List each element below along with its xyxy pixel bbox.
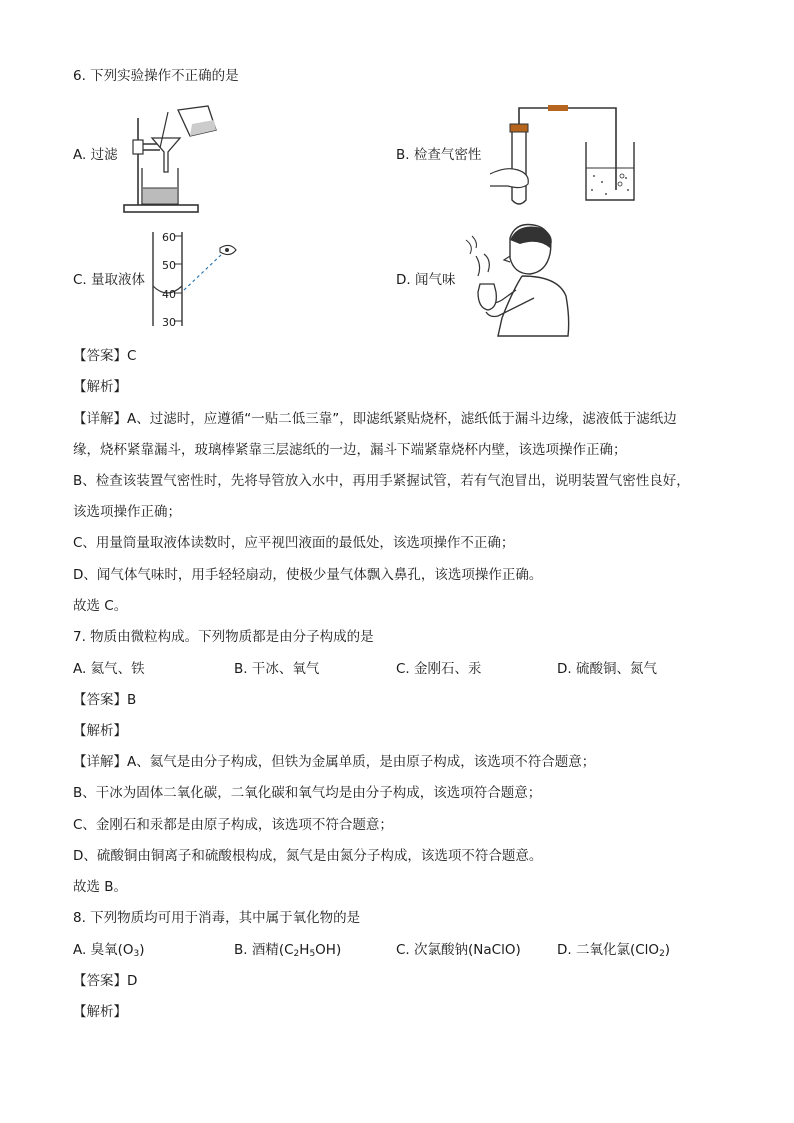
- q8-analysis-label: 【解析】: [73, 1004, 127, 1020]
- q7-detail-line-3: C、金刚石和汞都是由原子构成，该选项不符合题意；: [73, 817, 393, 833]
- q7-answer: 【答案】B: [73, 692, 137, 708]
- q7-stem: 7. 物质由微粒构成。下列物质都是由分子构成的是: [73, 629, 374, 645]
- q7-option-c: C. 金刚石、汞: [396, 661, 482, 677]
- q6-analysis-label: 【解析】: [73, 379, 127, 395]
- q6-detail-line-5: C、用量筒量取液体读数时，应平视凹液面的最低处，该选项操作不正确；: [73, 535, 515, 551]
- airtightness-figure: [488, 100, 648, 208]
- q6-option-c: C. 量取液体: [73, 272, 146, 288]
- q7-detail-line-4: D、硫酸铜由铜离子和硫酸根构成，氮气是由氮分子构成，该选项不符合题意。: [73, 848, 543, 864]
- q6-detail-line-1: 【详解】A、过滤时，应遵循“一贴二低三靠”，即滤纸紧贴烧杯，滤纸低于漏斗边缘，滤液低于滤纸边: [73, 411, 677, 427]
- q6-detail-line-3: B、检查该装置气密性时，先将导管放入水中，再用手紧握试管，若有气泡冒出，说明装置气密性良好，: [73, 473, 690, 489]
- q7-detail-line-2: B、干冰为固体二氧化碳，二氧化碳和氧气均是由分子构成，该选项符合题意；: [73, 785, 542, 801]
- q6-option-d: D. 闻气味: [396, 272, 456, 288]
- q7-option-b: B. 干冰、氧气: [234, 661, 320, 677]
- tick-40: 40: [162, 288, 176, 301]
- tick-30: 30: [162, 316, 176, 329]
- q7-detail-line-1: 【详解】A、氦气是由分子构成，但铁为金属单质，是由原子构成，该选项不符合题意；: [73, 754, 596, 770]
- q8-answer: 【答案】D: [73, 973, 138, 989]
- q6-detail-line-4: 该选项操作正确；: [73, 504, 181, 520]
- q6-option-b: B. 检查气密性: [396, 147, 482, 163]
- q6-stem: 6. 下列实验操作不正确的是: [73, 68, 239, 84]
- q8-option-c: C. 次氯酸钠(NaClO): [396, 942, 521, 958]
- q7-conclusion: 故选 B。: [73, 879, 128, 895]
- filtration-figure: [120, 104, 222, 216]
- q8-option-b: B. 酒精$(C_2H_5OH)$: [234, 942, 342, 959]
- q6-detail-line-6: D、闻气体气味时，用手轻轻扇动，使极少量气体飘入鼻孔，该选项操作正确。: [73, 567, 543, 583]
- q7-option-a: A. 氦气、铁: [73, 661, 145, 677]
- q6-detail-line-2: 缘，烧杯紧靠漏斗，玻璃棒紧靠三层滤纸的一边，漏斗下端紧靠烧杯内壁，该选项操作正确；: [73, 442, 627, 458]
- smelling-figure: [462, 218, 580, 340]
- q8-stem: 8. 下列物质均可用于消毒，其中属于氧化物的是: [73, 910, 361, 926]
- q7-analysis-label: 【解析】: [73, 723, 127, 739]
- q6-option-a: A. 过滤: [73, 147, 118, 163]
- q6-conclusion: 故选 C。: [73, 598, 128, 614]
- q8-option-a: A. 臭氧$(O_3)$: [73, 942, 145, 959]
- tick-50: 50: [162, 259, 176, 272]
- q8-option-d: D. 二氧化氯(ClO$_2$): [557, 942, 671, 959]
- tick-60: 60: [162, 231, 176, 244]
- q6-answer: 【答案】C: [73, 348, 137, 364]
- q7-option-d: D. 硫酸铜、氮气: [557, 661, 657, 677]
